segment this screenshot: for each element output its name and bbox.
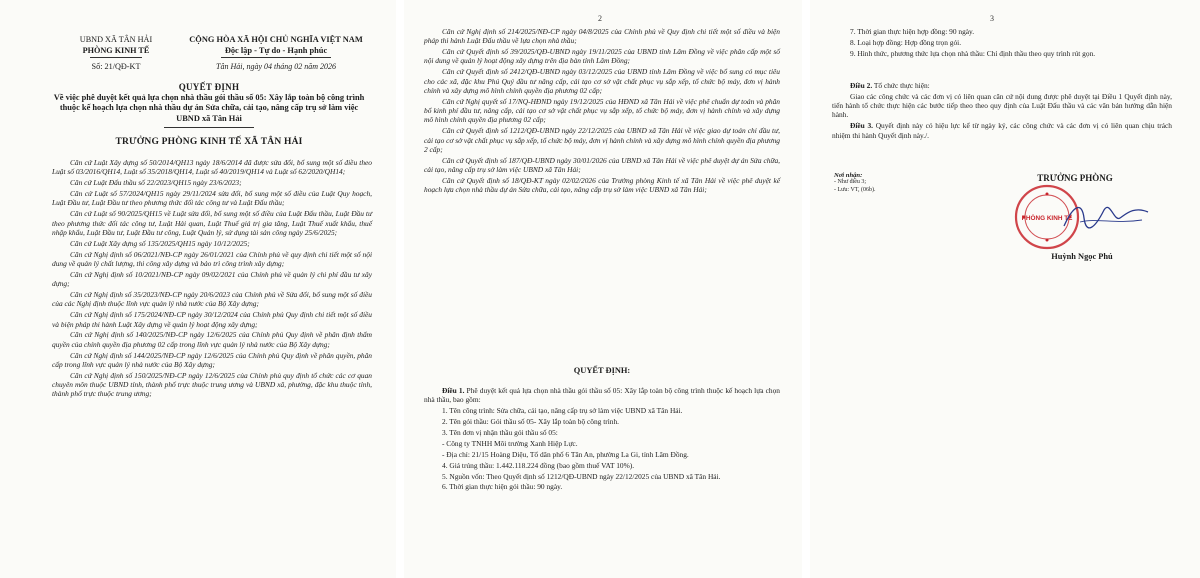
article-item: 5. Nguồn vốn: Theo Quyết định số 1212/QĐ-UBND ngày 22/12/2025 của UBND xã Tân Hải. — [442, 471, 721, 481]
national-motto: Độc lập - Tự do - Hạnh phúc — [224, 46, 328, 55]
article-1-label: Điều 1. — [442, 386, 465, 395]
handwritten-signature — [1060, 196, 1152, 236]
legal-basis: Căn cứ Nghị định số 06/2021/NĐ-CP ngày 26/01/2021 của Chính phủ về quy định chi tiết một số nội dung về quản lý chất lượng, thi công xây dựng và bảo trì công trình xây dựng; — [52, 249, 372, 268]
article-1-text: Phê duyệt kết quả lựa chọn nhà thầu gói thầu số 05: Xây lắp toàn bộ công trình thuộc kế hoạch lựa chọn nhà thầu, bao gồm: — [424, 386, 780, 405]
article-3 — [832, 121, 1172, 140]
article-3-text: Quyết định này có hiệu lực kể từ ngày ký, các công chức và các đơn vị có liên quan chịu trách nhiệm thi hành Quyết định này./. — [832, 121, 1172, 140]
page-gap — [802, 0, 810, 578]
divider — [221, 57, 331, 58]
recipient-item: - Như điều 3; — [834, 179, 867, 186]
legal-basis: Căn cứ Nghị định số 150/2025/NĐ-CP ngày 12/6/2025 của Chính phủ quy định tổ chức các cơ quan chuyên môn thuộc UBND tỉnh, thành phố trực thuộc trung ương và UBND xã, phường, đặc khu thuộc tỉnh, thành phố trực thuộc trung ương; — [52, 370, 372, 399]
agency-parent: UBND XÃ TÂN HẢI — [79, 35, 153, 44]
republic-title: CỘNG HÒA XÃ HỘI CHỦ NGHĨA VIỆT NAM — [189, 35, 363, 44]
legal-basis: Căn cứ Luật Xây dựng số 135/2025/QH15 ngày 10/12/2025; — [70, 238, 250, 248]
legal-basis: Căn cứ Quyết định số 187/QĐ-UBND ngày 30/01/2026 của UBND xã Tân Hải về việc phê duyệt dự án Sửa chữa, cải tạo, nâng cấp trụ sở làm việc UBND xã Tân Hải; — [424, 155, 780, 175]
legal-bases-page1 — [52, 158, 372, 400]
national-header — [176, 34, 376, 72]
article-item: 7. Thời gian thực hiện hợp đồng: 90 ngày. — [850, 27, 975, 36]
issuing-authority: TRƯỞNG PHÒNG KINH TẾ XÃ TÂN HẢI — [115, 137, 303, 147]
legal-basis: Căn cứ Nghị quyết số 17/NQ-HĐND ngày 19/12/2025 của HĐND xã Tân Hải về việc phê chuẩn dự toán và phân bổ kinh phí đầu tư, nâng cấp, cải tạo cơ sở vật chất phục vụ sắp xếp, tổ chức bộ máy, đơn vị hành chính và xây dựng mô hình chính quyền địa phương 02 cấp; — [424, 96, 780, 125]
legal-basis: Căn cứ Nghị định số 214/2025/NĐ-CP ngày 04/8/2025 của Chính phủ về Quy định chi tiết một số điều và biện pháp thi hành Luật Đấu thầu về lựa chọn nhà thầu; — [424, 27, 780, 46]
article-item: 6. Thời gian thực hiện gói thầu: 90 ngày. — [442, 482, 563, 492]
article-2-body: Giao các công chức và các đơn vị có liên quan căn cứ nội dung được phê duyệt tại Điều 1 Quyết định này, tiến hành tổ chức thực hiện các bước tiếp theo theo quy định của Luật Đấu thầu và các văn bản hướng dẫn hiện hành. — [832, 91, 1172, 120]
signer-title: TRƯỞNG PHÒNG — [1037, 173, 1113, 183]
page-number: 2 — [598, 14, 602, 23]
document-subject: Về việc phê duyệt kết quả lựa chọn nhà thầu gói thầu số 05: Xây lắp toàn bộ công trình thuộc kế hoạch lựa chọn nhà thầu dự án Sửa chữa, cải tạo, nâng cấp trụ sở làm việc UBND xã Tân Hải — [53, 92, 365, 123]
signer-name: Huỳnh Ngọc Phú — [1051, 252, 1113, 261]
article-1-continued — [832, 27, 1172, 60]
article-item: 9. Hình thức, phương thức lựa chọn nhà thầu: Chỉ định thầu theo quy trình rút gọn. — [850, 48, 1096, 58]
legal-basis: Căn cứ Luật Đấu thầu số 22/2023/QH15 ngày 23/6/2023; — [70, 178, 242, 188]
legal-basis: Căn cứ Luật số 90/2025/QH15 về Luật sửa đổi, bổ sung một số điều của Luật Đấu thầu, Luật Đầu tư theo phương thức đối tác công tư, Luật Hải quan, Luật Thuế giá trị gia tăng, Luật Thuế xuất khẩu, thuế nhập khẩu, Luật Đầu tư, Luật Đầu tư công, Luật Quản lý, sử dụng tài sản công ngày 25/6/2025; — [52, 209, 372, 237]
legal-basis: Căn cứ Nghị định số 10/2021/NĐ-CP ngày 09/02/2021 của Chính phủ về quản lý chi phí đầu tư xây dựng; — [52, 269, 372, 289]
recipients-heading: Nơi nhận: — [834, 172, 863, 179]
legal-basis: Căn cứ Quyết định số 2412/QĐ-UBND ngày 03/12/2025 của UBND tỉnh Lâm Đồng về việc bổ sung có mục tiêu cho các xã, đặc khu Phú Quý đầu tư nâng cấp, cải tạo cơ sở vật chất phục vụ sắp xếp, tổ chức bộ máy, đơn vị hành chính và xây dựng mô hình chính quyền địa phương 02 cấp; — [424, 67, 780, 95]
divider — [90, 57, 142, 58]
legal-basis: Căn cứ Quyết định số 1212/QĐ-UBND ngày 22/12/2025 của UBND xã Tân Hải về việc giao dự toán chi đầu tư, cải tạo cơ sở vật chất phục vụ sắp xếp, tổ chức bộ máy, đơn vị hành chính và xây dựng mô hình chính quyền địa phương 2 cấp; — [424, 126, 780, 154]
article-1 — [424, 386, 780, 493]
recipient-item: - Lưu: VT, (06b). — [834, 186, 876, 193]
page-gap — [396, 0, 404, 578]
legal-basis: Căn cứ Quyết định số 18/QĐ-KT ngày 02/02/2026 của Trưởng phòng Kinh tế xã Tân Hải về việc phê duyệt kế hoạch lựa chọn nhà thầu dự án Sửa chữa, cải tạo, nâng cấp trụ sở làm việc UBND xã Tân Hải; — [424, 176, 780, 195]
document-title-block — [50, 82, 368, 128]
legal-basis: Căn cứ Nghị định số 35/2023/NĐ-CP ngày 20/6/2023 của Chính phủ về Sửa đổi, bổ sung một số điều của các Nghị định thuộc lĩnh vực quản lý nhà nước của Bộ Xây dựng; — [52, 290, 372, 309]
article-1-paragraph — [424, 386, 780, 405]
article-item: 3. Tên đơn vị nhận thầu gói thầu số 05: — [442, 427, 558, 437]
place-date: Tân Hải, ngày 04 tháng 02 năm 2026 — [216, 62, 336, 71]
legal-basis: Căn cứ Luật Xây dựng số 50/2014/QH13 ngày 18/6/2014 đã được sửa đổi, bổ sung một số điều theo Luật số 03/2016/QH14, Luật số 35/2018/QH14, Luật số 40/2019/QH14 và Luật số 62/2020/QH14; — [52, 158, 372, 177]
article-item: 2. Tên gói thầu: Gói thầu số 05- Xây lắp toàn bộ công trình. — [442, 417, 620, 427]
article-2-heading — [832, 81, 1172, 90]
article-item: 1. Tên công trình: Sửa chữa, cải tạo, nâng cấp trụ sở làm việc UBND xã Tân Hải. — [442, 406, 683, 416]
document-number: Số: 21/QĐ-KT — [91, 62, 141, 71]
recipients-block — [834, 172, 974, 194]
article-item: 8. Loại hợp đồng: Hợp đồng trọn gói. — [850, 37, 962, 47]
article-2-text: Tổ chức thực hiện: — [872, 81, 930, 90]
divider — [164, 127, 254, 128]
legal-basis: Căn cứ Luật số 57/2024/QH15 ngày 29/11/2024 sửa đổi, bổ sung một số điều của Luật Quy hoạch, Luật Đầu tư, Luật Đầu tư theo phương thức đối tác công tư và Luật Đấu thầu; — [52, 189, 372, 208]
legal-basis: Căn cứ Quyết định số 39/2025/QĐ-UBND ngày 19/11/2025 của UBND tỉnh Lâm Đồng về việc phân cấp một số nội dung về quản lý hoạt động xây dựng trên địa bàn tỉnh Lâm Đồng; — [424, 47, 780, 66]
article-item: - Địa chỉ: 21/15 Hoàng Diệu, Tổ dân phố 6 Tân An, phường La Gi, tỉnh Lâm Đồng. — [442, 449, 689, 459]
decision-heading: QUYẾT ĐỊNH: — [573, 366, 631, 375]
articles-2-3 — [832, 81, 1172, 142]
article-3-label: Điều 3. — [850, 121, 874, 131]
document-type: QUYẾT ĐỊNH — [178, 82, 240, 92]
article-item: - Công ty TNHH Môi trường Xanh Hiệp Lực. — [442, 438, 578, 448]
legal-bases-page2 — [424, 27, 780, 196]
svg-text:PHÒNG KINH TẾ: PHÒNG KINH TẾ — [1021, 215, 1073, 222]
page-number: 3 — [990, 14, 994, 23]
legal-basis: Căn cứ Nghị định số 175/2024/NĐ-CP ngày 30/12/2024 của Chính phủ Quy định chi tiết một số điều và biện pháp thi hành Luật Xây dựng về quản lý hoạt động xây dựng; — [52, 310, 372, 329]
legal-basis: Căn cứ Nghị định số 140/2025/NĐ-CP ngày 12/6/2025 của Chính phủ Quy định về phân định thẩm quyền của chính quyền địa phương 02 cấp trong lĩnh vực quản lý nhà nước của Bộ Xây dựng; — [52, 330, 372, 349]
article-item: 4. Giá trúng thầu: 1.442.118.224 đồng (bao gồm thuế VAT 10%). — [442, 460, 635, 470]
article-2-label: Điều 2. — [850, 81, 873, 90]
issuing-agency-header — [58, 34, 174, 72]
agency-name: PHÒNG KINH TẾ — [82, 46, 150, 55]
legal-basis: Căn cứ Nghị định số 144/2025/NĐ-CP ngày 12/6/2025 của Chính phủ Quy định về phân quyền, phân cấp trong lĩnh vực quản lý nhà nước của Bộ Xây dựng; — [52, 350, 372, 369]
